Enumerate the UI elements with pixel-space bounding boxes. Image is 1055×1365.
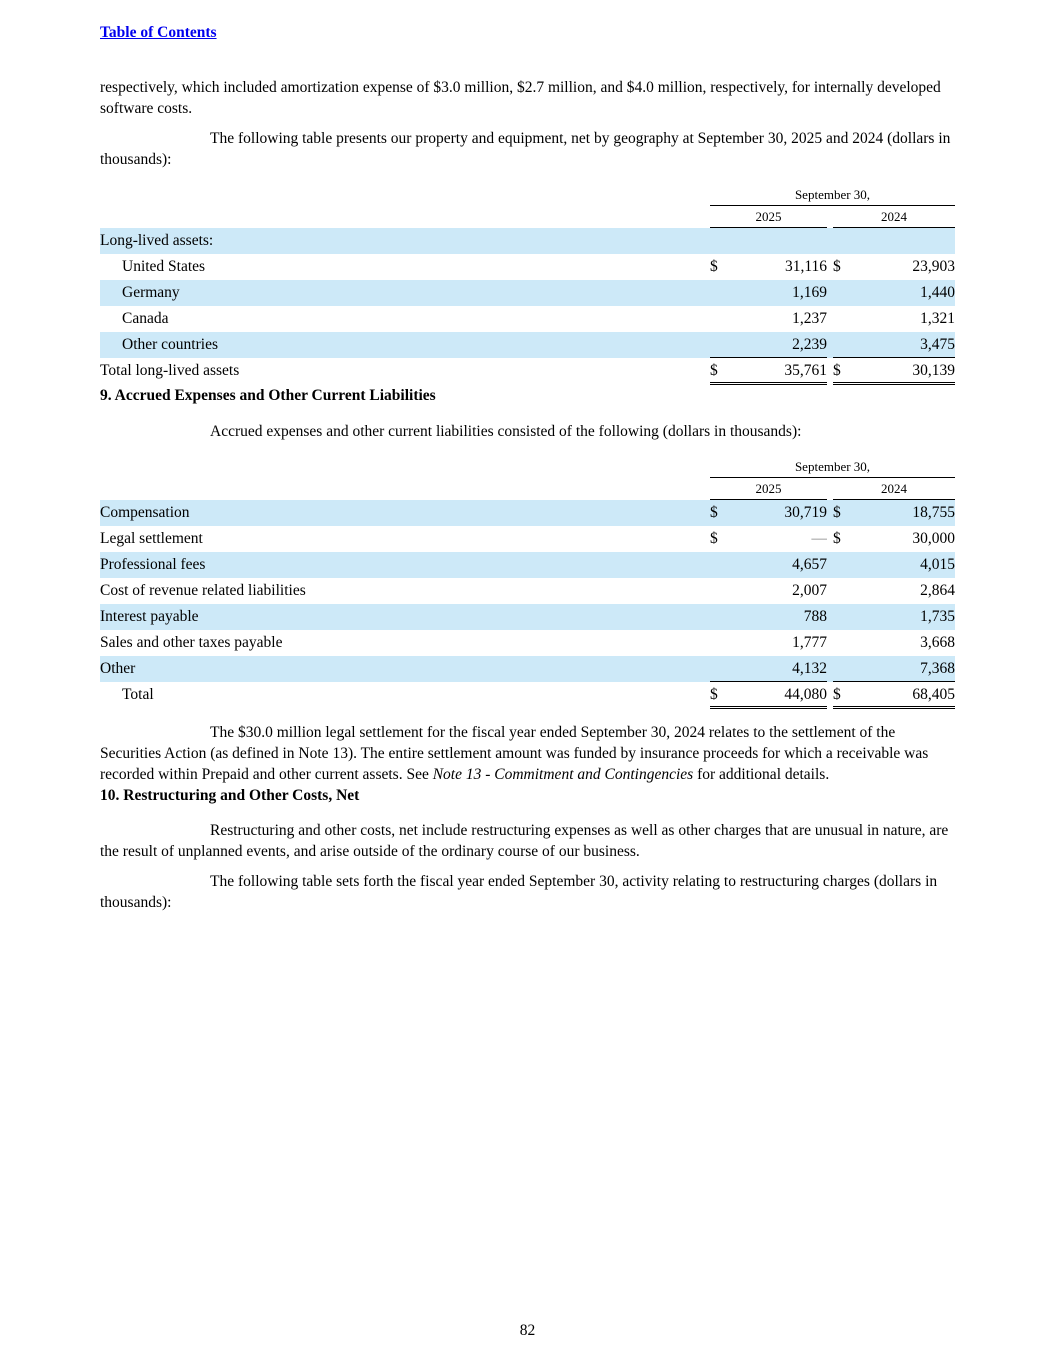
- value-2025: 4,132: [726, 656, 827, 682]
- row-label: Germany: [100, 280, 710, 306]
- row-label: Canada: [122, 310, 169, 327]
- value-2024: 3,475: [849, 332, 955, 358]
- value-2024: 2,864: [920, 582, 956, 599]
- table-row: [100, 526, 955, 552]
- table-row: [100, 306, 955, 332]
- column-group-header: September 30,: [710, 184, 955, 206]
- column-group-header: September 30,: [710, 456, 955, 478]
- value-2025: 1,237: [792, 310, 827, 327]
- table-row: [100, 280, 955, 306]
- table-row: [100, 656, 955, 682]
- row-label: Other countries: [100, 332, 710, 358]
- value-2025: 2,239: [726, 332, 827, 358]
- value-2024: 1,735: [849, 604, 955, 630]
- table-header-group-row: [100, 456, 955, 478]
- table-row: [100, 228, 955, 254]
- legal-settlement-text: The $30.0 million legal settlement for the fiscal year ended September 30, 2024 relates to the settlement of the Securities Action (as defined in Note 13). The entire settlement amount was funded by insurance proceeds for which a receivable was recorded within Prepaid and other current assets. See: [100, 724, 929, 783]
- dollar-sign: $: [710, 358, 726, 384]
- table-total-row: [100, 682, 955, 708]
- value-2025: —: [811, 530, 827, 547]
- value-2025: 1,169: [726, 280, 827, 306]
- table-header-years-row: [100, 478, 955, 500]
- table-row: [100, 500, 955, 526]
- table-row: [100, 254, 955, 280]
- property-equipment-table: [100, 184, 955, 385]
- value-2025: 1,777: [792, 634, 827, 651]
- column-header-2025: 2025: [710, 206, 827, 228]
- table-row: [100, 630, 955, 656]
- value-2024: 1,321: [920, 310, 956, 327]
- value-2025: 788: [726, 604, 827, 630]
- paragraph-restructuring-table-intro: The following table sets forth the fiscal year ended September 30, activity relating to restructuring charges (dollars in thousands):: [100, 873, 938, 911]
- legal-settlement-text-end: for additional details.: [693, 766, 830, 783]
- page-number: 82: [519, 1322, 536, 1339]
- row-label: Sales and other taxes payable: [100, 634, 283, 651]
- table-row: [100, 578, 955, 604]
- row-label: Professional fees: [100, 552, 710, 578]
- row-label: Total long-lived assets: [100, 362, 240, 379]
- row-label: United States: [122, 258, 206, 275]
- paragraph-pe-table-intro: The following table presents our property and equipment, net by geography at September 30, 2025 and 2024 (dollars in thousands):: [100, 130, 951, 168]
- value-2024: 30,000: [912, 530, 956, 547]
- column-header-2025: 2025: [710, 478, 827, 500]
- value-2025: 44,080: [726, 682, 827, 708]
- value-2024: 7,368: [849, 656, 955, 682]
- paragraph-legal-settlement: [100, 722, 955, 785]
- value-2024: 1,440: [849, 280, 955, 306]
- dollar-sign: $: [710, 258, 718, 275]
- value-2024: 4,015: [849, 552, 955, 578]
- table-row: [100, 552, 955, 578]
- value-2024: 18,755: [849, 500, 955, 526]
- dollar-sign: $: [833, 682, 849, 708]
- value-2024: 3,668: [920, 634, 956, 651]
- dollar-sign: $: [833, 358, 849, 384]
- row-label: Total: [122, 686, 154, 703]
- value-2025: 4,657: [726, 552, 827, 578]
- dollar-sign: $: [710, 682, 726, 708]
- table-row: [100, 604, 955, 630]
- row-label: Interest payable: [100, 604, 710, 630]
- value-2024: 23,903: [912, 258, 956, 275]
- section-10-heading: 10. Restructuring and Other Costs, Net: [100, 787, 360, 804]
- value-2024: 68,405: [849, 682, 955, 708]
- accrued-expenses-table: [100, 456, 955, 709]
- value-2025: 2,007: [792, 582, 827, 599]
- paragraph-accrued-intro: Accrued expenses and other current liabilities consisted of the following (dollars in thousands):: [210, 423, 802, 440]
- value-2024: 30,139: [849, 358, 955, 384]
- row-label: Other: [100, 656, 710, 682]
- dollar-sign: $: [710, 500, 726, 526]
- table-of-contents-link[interactable]: Table of Contents: [100, 24, 217, 41]
- paragraph-restructuring: Restructuring and other costs, net include restructuring expenses as well as other charges that are unusual in nature, are the result of unplanned events, and arise outside of the ordinary course of our business.: [100, 822, 949, 860]
- table-row: [100, 332, 955, 358]
- section-9-heading: 9. Accrued Expenses and Other Current Liabilities: [100, 387, 436, 404]
- dollar-sign: $: [833, 258, 841, 275]
- table-header-group-row: [100, 184, 955, 206]
- column-header-2024: 2024: [833, 206, 955, 228]
- dollar-sign: $: [833, 500, 849, 526]
- value-2025: 35,761: [726, 358, 827, 384]
- table-total-row: [100, 358, 955, 384]
- dollar-sign: $: [833, 530, 841, 547]
- row-label: Compensation: [100, 500, 710, 526]
- value-2025: 31,116: [784, 258, 827, 275]
- value-2025: 30,719: [726, 500, 827, 526]
- note-13-reference: Note 13 - Commitment and Contingencies: [432, 766, 694, 783]
- column-header-2024: 2024: [833, 478, 955, 500]
- dollar-sign: $: [710, 530, 718, 547]
- row-label: Legal settlement: [100, 530, 203, 547]
- paragraph-amortization: respectively, which included amortization expense of $3.0 million, $2.7 million, and $4.0 million, respectively, for internally developed software costs.: [100, 79, 941, 117]
- row-label: Cost of revenue related liabilities: [100, 582, 306, 599]
- table-header-years-row: [100, 206, 955, 228]
- row-label: Long-lived assets:: [100, 228, 710, 254]
